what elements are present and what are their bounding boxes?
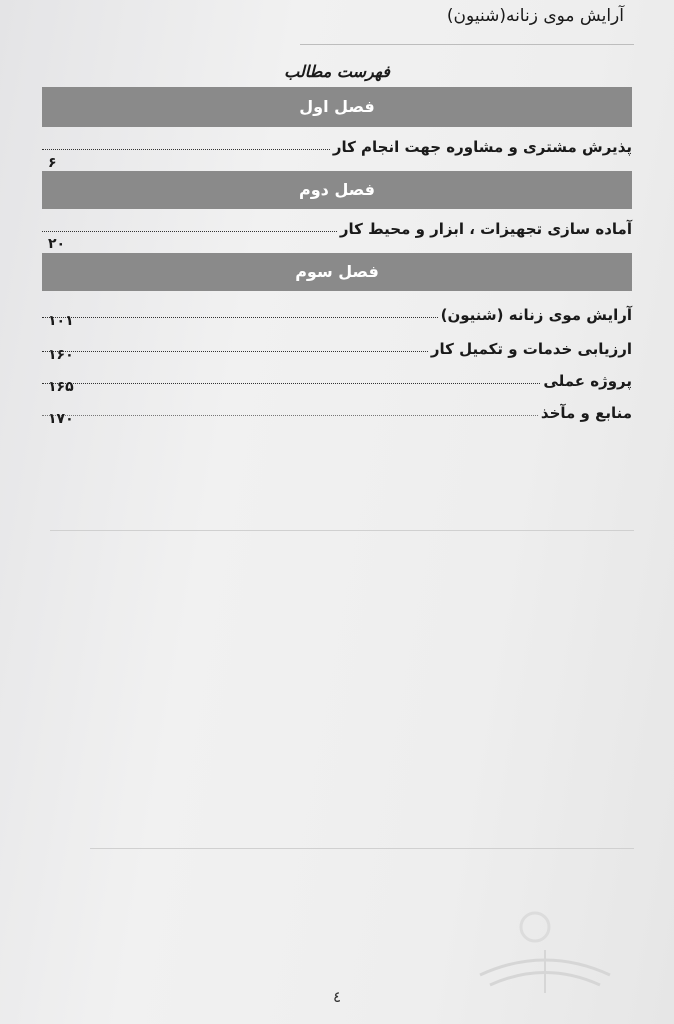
entry-page-number: ۶ <box>48 155 57 171</box>
table-of-contents <box>42 87 632 425</box>
dot-leader <box>42 350 428 352</box>
entry-title: آرایش موی زنانه (شنیون) <box>440 306 632 324</box>
toc-entry[interactable] <box>42 213 632 251</box>
chapter-label: فصل دوم <box>299 180 375 199</box>
entry-page-number: ۱۶۰ <box>48 347 74 363</box>
entry-title: پذیرش مشتری و مشاوره جهت انجام کار <box>332 138 632 156</box>
entry-page-number: ۱۷۰ <box>48 411 74 427</box>
chapter-bar-2 <box>42 171 632 209</box>
entry-title: منابع و مآخذ <box>540 404 632 422</box>
entry-title: ارزیابی خدمات و تکمیل کار <box>430 340 632 358</box>
entry-title: آماده سازی تجهیزات ، ابزار و محیط کار <box>339 220 632 238</box>
toc-entry[interactable] <box>42 365 632 393</box>
chapter-bar-3 <box>42 253 632 291</box>
entry-page-number: ۲۰ <box>48 236 66 252</box>
page-number: ٤ <box>332 988 342 1006</box>
entry-title: پروژه عملی <box>543 372 632 390</box>
show-through-rule <box>50 530 634 531</box>
dot-leader <box>42 414 538 416</box>
dot-leader <box>42 316 438 318</box>
toc-title: فهرست مطالب <box>284 62 390 81</box>
entry-page-number: ۱۰۱ <box>48 313 74 329</box>
toc-entry[interactable] <box>42 333 632 361</box>
chapter-label: فصل سوم <box>295 262 379 281</box>
toc-entry[interactable] <box>42 397 632 425</box>
dot-leader <box>42 230 337 232</box>
dot-leader <box>42 148 330 150</box>
running-head: آرایش موی زنانه(شنیون) <box>446 6 624 26</box>
chapter-bar-1 <box>42 87 632 127</box>
entry-page-number: ۱۶۵ <box>48 379 74 395</box>
toc-entry[interactable] <box>42 299 632 327</box>
dot-leader <box>42 382 540 384</box>
toc-entry[interactable] <box>42 131 632 171</box>
show-through-rule <box>90 848 634 849</box>
chapter-label: فصل اول <box>299 97 375 116</box>
header-rule <box>300 44 634 45</box>
